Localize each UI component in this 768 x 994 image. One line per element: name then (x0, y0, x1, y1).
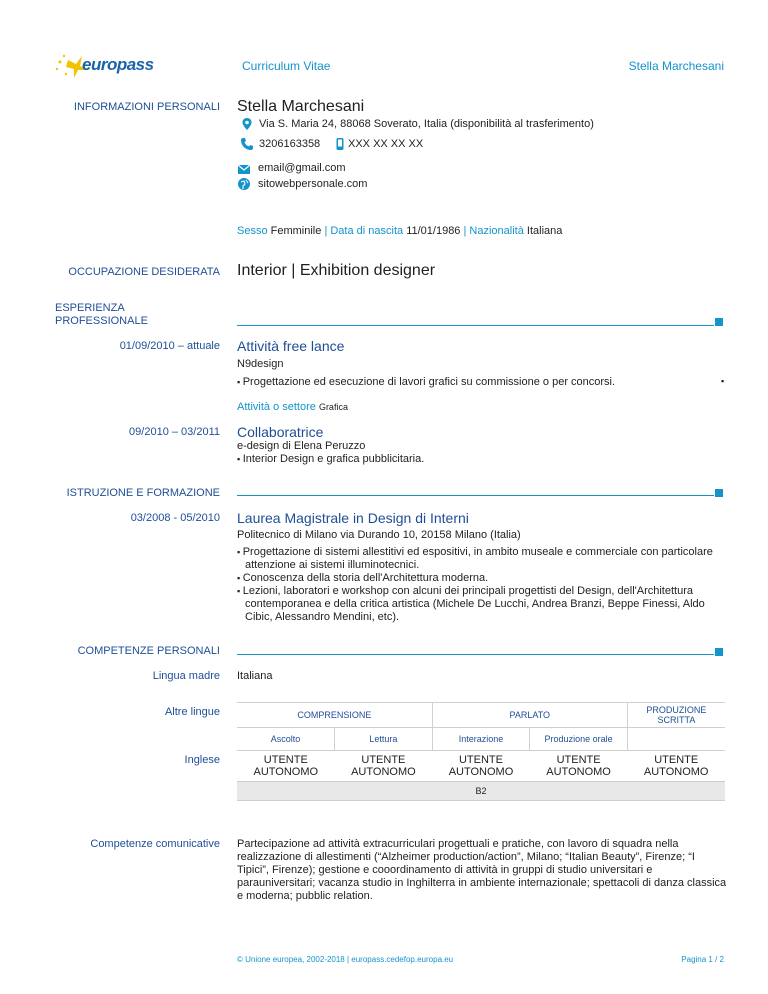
experience-employer-2: e-design di Elena Peruzzo (237, 440, 366, 452)
nationality-label: | Nazionalità (463, 225, 524, 237)
level-ascolto: UTENTE AUTONOMO (253, 754, 319, 778)
mother-tongue-value: Italiana (237, 670, 273, 682)
sex-value: Femminile (270, 225, 322, 237)
phone: 3206163358 (259, 138, 321, 150)
section-label-personal: INFORMAZIONI PERSONALI (73, 101, 220, 113)
experience-employer-1: N9design (237, 358, 284, 370)
desired-occupation: Interior | Exhibition designer (237, 262, 436, 279)
nationality-value: Italiana (526, 225, 563, 237)
skills-rule-square (715, 648, 723, 656)
lettura-header: Lettura (335, 728, 433, 751)
language-name: Inglese (184, 754, 220, 766)
level-interazione: UTENTE AUTONOMO (448, 754, 514, 778)
education-date: 03/2008 - 05/2010 (130, 512, 220, 524)
other-languages-label: Altre lingue (164, 706, 220, 718)
mother-tongue-label: Lingua madre (152, 670, 220, 682)
education-bullet: ▪ Conoscenza della storia dell'Architettura moderna. (237, 572, 727, 585)
scritta-header: PRODUZIONE SCRITTA (627, 703, 725, 728)
mobile: XXX XX XX XX (348, 138, 424, 150)
education-rule (237, 495, 714, 496)
email: email@gmail.com (258, 162, 346, 174)
section-label-skills: COMPETENZE PERSONALI (77, 645, 220, 657)
address: Via S. Maria 24, 88068 Soverato, Italia (disponibilità al trasferimento) (259, 118, 594, 130)
sector-value: Grafica (318, 402, 348, 412)
ascolto-header: Ascolto (237, 728, 335, 751)
footer-copyright: © Unione europea, 2002-2018 | europass.cedefop.europa.eu (237, 955, 454, 964)
logo-text: europass (82, 55, 154, 74)
produzione-orale-header: Produzione orale (530, 728, 628, 751)
education-institution: Politecnico di Milano via Durando 10, 20158 Milano (Italia) (237, 529, 521, 541)
personal-details (237, 225, 562, 238)
email-icon (237, 162, 251, 176)
phone-icon (240, 137, 254, 151)
cefr-level: B2 (237, 782, 725, 801)
website-globe-icon (237, 177, 251, 191)
website: sitowebpersonale.com (258, 178, 368, 190)
birth-value: 11/01/1986 (406, 225, 461, 237)
experience-rule (237, 325, 714, 326)
doc-title: Curriculum Vitae (242, 59, 331, 73)
level-lettura: UTENTE AUTONOMO (351, 754, 416, 778)
education-bullets (237, 546, 727, 624)
level-produzione-scritta: UTENTE AUTONOMO (643, 754, 709, 778)
section-label-desired: OCCUPAZIONE DESIDERATA (68, 266, 220, 278)
experience-bullet-1: ▪ Progettazione ed esecuzione di lavori grafici su commissione o per concorsi. (237, 376, 615, 389)
section-label-education: ISTRUZIONE E FORMAZIONE (66, 487, 220, 499)
education-bullet: ▪ Progettazione di sistemi allestitivi ed espositivi, in ambito museale e commerciale con particolare attenzione ai sistemi illuminotecnici. (237, 546, 727, 572)
experience-rule-square (715, 318, 723, 326)
parlato-header: PARLATO (432, 703, 627, 728)
footer-page-number: Pagina 1 / 2 (681, 955, 724, 964)
stray-bullet: ▪ (721, 376, 725, 386)
education-rule-square (715, 489, 723, 497)
birth-label: | Data di nascita (324, 225, 404, 237)
skills-rule (237, 654, 714, 655)
europass-logo (52, 50, 162, 80)
communication-skills-label: Competenze comunicative (90, 838, 220, 850)
mobile-phone-icon (333, 137, 347, 151)
interazione-header: Interazione (432, 728, 530, 751)
experience-bullet-2: ▪ Interior Design e grafica pubblicitaria. (237, 453, 424, 466)
level-produzione-orale: UTENTE AUTONOMO (546, 754, 611, 778)
sector-label: Attività o settore (237, 401, 316, 413)
experience-date-2: 09/2010 – 03/2011 (129, 426, 220, 438)
languages-table (237, 702, 725, 801)
person-name: Stella Marchesani (237, 98, 365, 115)
experience-title-1: Attività free lance (237, 338, 345, 354)
comprensione-header: COMPRENSIONE (237, 703, 432, 728)
experience-title-2: Collaboratrice (237, 424, 324, 440)
education-bullet: ▪ Lezioni, laboratori e workshop con alcuni dei principali progettisti del Design, dell'Architettura contemporanea e della critica artistica (Michele De Lucchi, Andrea Branzi, Beppe Finessi, Aldo Cibic, Alessandro Mendini, etc). (237, 585, 727, 624)
section-label-experience: ESPERIENZA PROFESSIONALE (55, 302, 148, 327)
communication-skills-text: Partecipazione ad attività extracurriculari progettuali e pratiche, con lavoro di squadra nella realizzazione di allestimenti (“Alzheimer production/action”, Milano; “Italian Beauty”, Firenze; “I Tipici”, Firenze); gestione e cooordinamento di attività in gruppi di studio universitari e parauniversitari; vacanza studio in Inghilterra in ambiente internazionale; spettacoli di danza classica e moderna; pubblic relation. (237, 838, 727, 902)
header-name: Stella Marchesani (628, 59, 724, 73)
experience-sector (237, 401, 348, 414)
sex-label: Sesso (237, 225, 268, 237)
location-pin-icon (240, 117, 254, 131)
education-title: Laurea Magistrale in Design di Interni (237, 510, 469, 526)
experience-date-1: 01/09/2010 – attuale (119, 340, 220, 352)
